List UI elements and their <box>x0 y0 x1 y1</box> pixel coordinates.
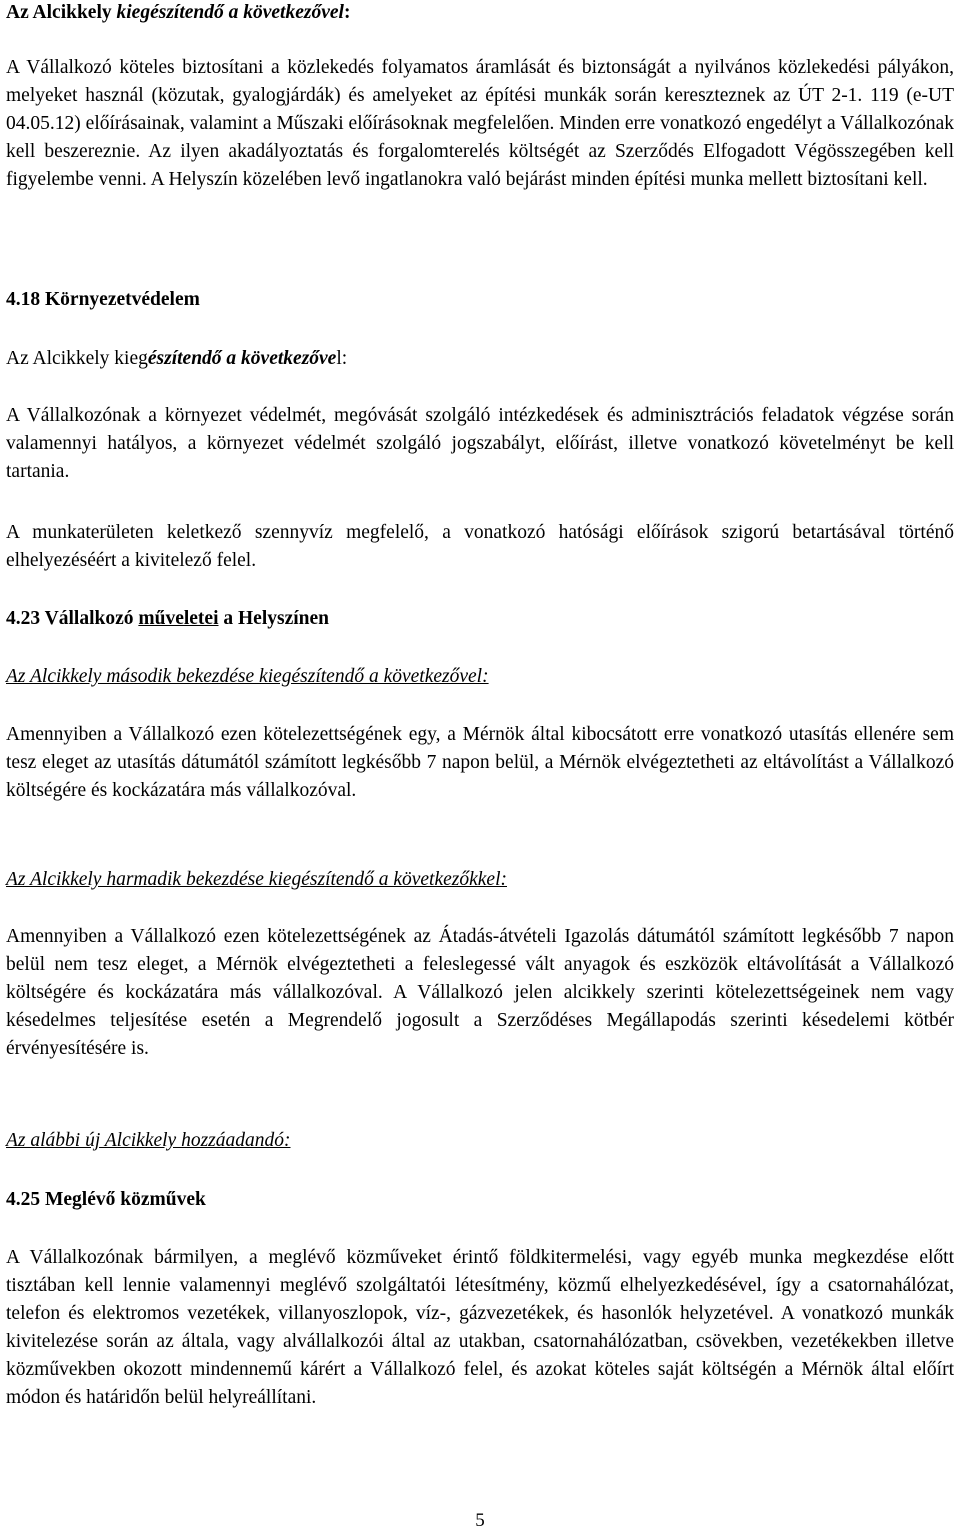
intro-heading-italic: kiegészítendő a következővel <box>116 2 344 23</box>
section-418-subheading-b: észítendő a következőve <box>147 348 337 369</box>
section-418-title: 4.18 Környezetvédelem <box>6 289 200 310</box>
section-423-subheading-2: Az Alcikkely harmadik bekezdése kiegészítendő a következőkkel: <box>6 869 507 890</box>
section-418-subheading-c: l: <box>336 348 348 369</box>
section-423-title <box>6 605 954 633</box>
section-423-subheading-1: Az Alcikkely második bekezdése kiegészítendő a következővel: <box>6 666 489 687</box>
section-425-title: 4.25 Meglévő közművek <box>6 1189 206 1210</box>
section-423-title-underlined: műveletei <box>138 608 219 629</box>
page-number: 5 <box>475 1510 485 1531</box>
section-418-subheading-a: Az Alcikkely kieg <box>6 348 148 369</box>
section-418-paragraph-2: A munkaterületen keletkező szennyvíz megfelelő, a vonatkozó hatósági előírások szigorú betartásával történő elhelyezéséért a kivitelező felel. <box>6 522 954 571</box>
section-418-paragraph-1: A Vállalkozónak a környezet védelmét, megóvását szolgáló intézkedések és adminisztrációs feladatok végzése során valamennyi hatályos, a környezet védelmét szolgáló jogszabályt, előírást, illetve vonatkozó követelményt be kell tartania. <box>6 405 954 482</box>
intro-heading <box>6 0 954 27</box>
section-425-paragraph: A Vállalkozónak bármilyen, a meglévő közműveket érintő földkitermelési, vagy egyéb munka megkezdése előtt tisztában kell lennie valamennyi meglévő szolgáltatói létesítmény, közmű elhelyezkedésével, így a csatornahálózat, telefon és elektromos vezetékek, villanyoszlopok, víz-, gázvezetékek, és hasonlók helyzetével. A vonatkozó munkák kivitelezése során az általa, vagy alvállalkozói által az utakban, csatornahálózatban, csövekben, vezetékekben illetve közművekben okozott mindennemű kárért a Vállalkozó felel, és azokat köteles saját költségén a Mérnök által előírt módon és határidőn belül helyreállítani. <box>6 1247 954 1408</box>
section-423-paragraph-2: Amennyiben a Vállalkozó ezen kötelezettségének az Átadás-átvételi Igazolás dátumától számított legkésőbb 7 napon belül nem tesz eleget, a Mérnök elvégeztetheti a feleslegessé vált anyagok és eszközök eltávolítását a Vállalkozó költségére és kockázatára más vállalkozóval. A Vállalkozó jelen alcikkely szerinti kötelezettségeinek nem vagy késedelmes teljesítése esetén a Megrendelő jogosult a Szerződéses Megállapodás szerinti késedelemi kötbér érvényesítésére is. <box>6 926 954 1059</box>
section-418-subheading <box>6 345 954 373</box>
section-423-subheading-3: Az alábbi új Alcikkely hozzáadandó: <box>6 1130 291 1151</box>
section-423-paragraph-1: Amennyiben a Vállalkozó ezen kötelezettségének egy, a Mérnök által kibocsátott erre vonatkozó utasítás ellenére sem tesz eleget az utasítás dátumától számított legkésőbb 7 napon belül, a Mérnök elvégeztetheti az eltávolítást a Vállalkozó költségére és kockázatára más vállalkozóval. <box>6 724 954 801</box>
intro-heading-plain: Az Alcikkely <box>6 2 117 23</box>
section-423-title-num: 4.23 Vállalkozó <box>6 608 139 629</box>
intro-paragraph: A Vállalkozó köteles biztosítani a közlekedés folyamatos áramlását és biztonságát a nyilvános közlekedési pályákon, melyeket használ (közutak, gyalogjárdák) és amelyeket az építési munkák során kereszteznek az ÚT 2-1. 119 (e-UT 04.05.12) előírásainak, valamint a Műszaki előírásoknak megfelelően. Minden erre vonatkozó engedélyt a Vállalkozónak kell beszereznie. Az ilyen akadályoztatás és forgalomterelés költségét az Szerződés Elfogadott Végösszegében kell figyelembe venni. A Helyszín közelében levő ingatlanokra való bejárást minden építési munka mellett biztosítani kell. <box>6 57 954 190</box>
section-423-title-rest: a Helyszínen <box>218 608 329 629</box>
intro-heading-colon: : <box>343 2 351 23</box>
